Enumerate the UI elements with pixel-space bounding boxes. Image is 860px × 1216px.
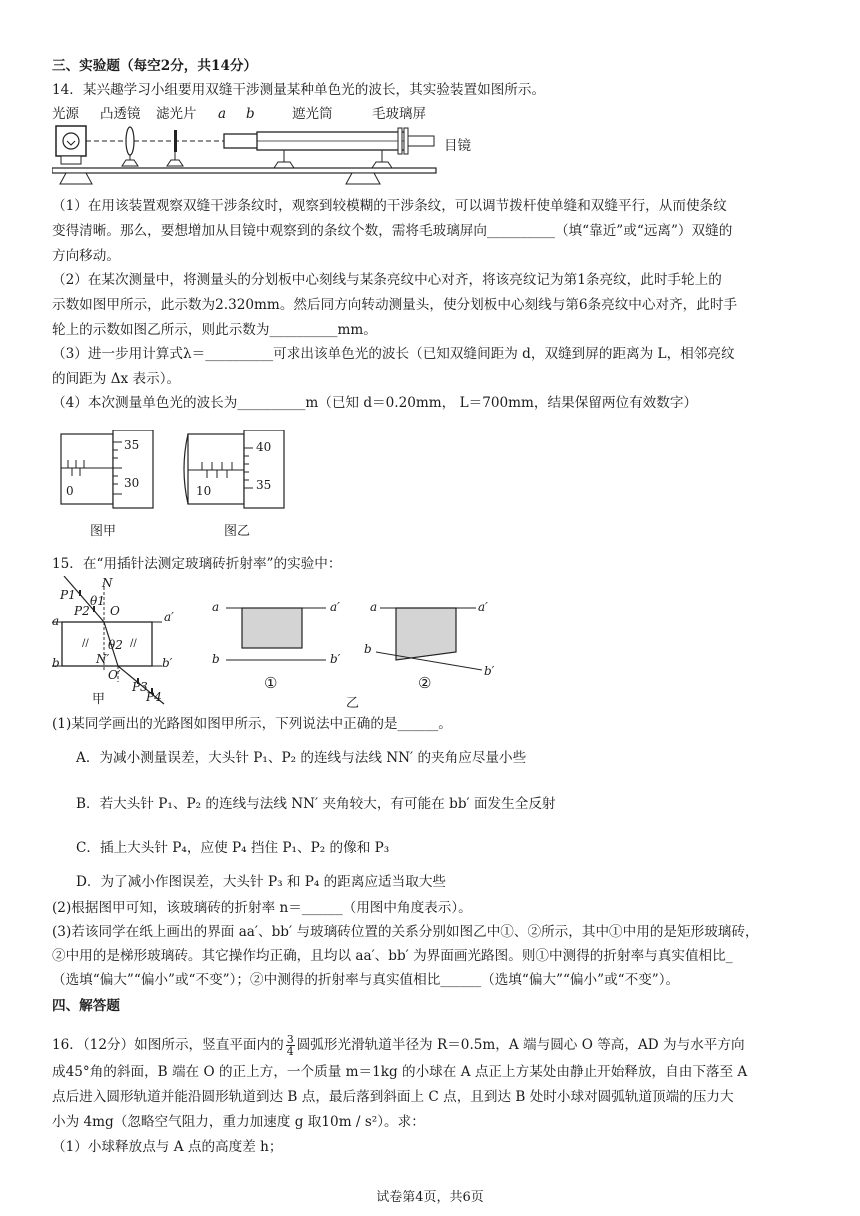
label-a-one: a [212, 600, 220, 614]
q16-line3: 点后进入圆形轨道并能沿圆形轨道到达 B 点，最后落到斜面上 C 点，且到达 B 处时小球对圆弧轨道顶端的压力大 [52, 1089, 734, 1105]
label-theta1: θ1 [90, 594, 105, 608]
label-O-prime: O′ [108, 668, 121, 682]
label-a: a [218, 106, 227, 122]
label-b: b [246, 106, 255, 122]
label-a-prime-one: a′ [330, 600, 340, 614]
q14-part3-line1: （3）进一步用计算式λ＝__________可求出该单色光的波长（已知双缝间距为 d，双缝到屏的距离为 L，相邻亮纹 [52, 346, 735, 362]
label-a-two: a [370, 600, 378, 614]
page-footer: 试卷第4页，共6页 [376, 1190, 484, 1205]
label-P3: P3 [132, 680, 148, 694]
label-O: O [110, 604, 120, 618]
q15-part3-line1: (3)若该同学在纸上画出的界面 aa′、bb′ 与玻璃砖位置的关系分别如图乙中①、②所示，其中①中用的是矩形玻璃砖， [52, 924, 759, 940]
label-a-jia: a [52, 614, 60, 628]
label-b-jia: b [52, 656, 60, 670]
yi-tick-lower: 35 [256, 478, 272, 492]
label-a-prime-jia: a′ [164, 610, 174, 624]
label-a-prime-two: a′ [478, 600, 488, 614]
label-tube: 遮光筒 [292, 106, 333, 122]
label-case-one: ① [264, 674, 278, 692]
q16-fraction [286, 1034, 295, 1057]
yi-main-scale: 10 [196, 484, 212, 498]
q14-part2-line1: （2）在某次测量中，将测量头的分划板中心刻线与某条亮纹中心对齐，将该亮纹记为第1条亮纹，此时手轮上的 [52, 272, 722, 288]
caption-refraction-yi: 乙 [346, 696, 360, 711]
q14-part4-line1: （4）本次测量单色光的波长为__________m（已知 d＝0.20mm， L＝700mm，结果保留两位有效数字） [52, 395, 698, 411]
label-P1: P1 [60, 588, 76, 602]
section-title: 三、实验题（每空2分，共14分） [52, 58, 258, 74]
q15-option-c: C．插上大头针 P₄，应使 P₄ 挡住 P₁、P₂ 的像和 P₃ [76, 840, 390, 856]
caption-yi: 图乙 [224, 524, 251, 539]
q16-line5: （1）小球释放点与 A 点的高度差 h； [52, 1139, 283, 1155]
jia-tick-lower: 30 [124, 476, 140, 490]
label-lens: 凸透镜 [100, 106, 141, 122]
label-screen: 毛玻璃屏 [372, 106, 426, 122]
label-case-two: ② [418, 674, 432, 692]
q15-part3-line3: （选填“偏大”“偏小”或“不变”）；②中测得的折射率与真实值相比______（选填“偏大”“偏小”或“不变”）。 [52, 972, 680, 988]
fraction-numerator: 3 [286, 1033, 294, 1046]
yi-tick-upper: 40 [256, 440, 272, 454]
label-eyepiece: 目镜 [444, 138, 471, 154]
micrometer-figure-jia [60, 430, 160, 540]
label-b-two: b [364, 642, 372, 656]
refraction-figure-yi [206, 596, 506, 716]
micrometer-figure-yi [180, 430, 300, 540]
jia-tick-upper: 35 [124, 438, 140, 452]
fraction-denominator: 4 [286, 1045, 294, 1058]
q15-option-d: D．为了减小作图误差，大头针 P₃ 和 P₄ 的距离应适当取大些 [76, 874, 447, 890]
label-b-one: b [212, 652, 220, 666]
label-light-source: 光源 [52, 106, 79, 122]
q16-line1 [52, 1034, 812, 1057]
q16-line2: 成45°角的斜面，B 端在 O 的正上方，一个质量 m＝1kg 的小球在 A 点正上方某处由静止开始释放，自由下落至 A [52, 1064, 748, 1080]
q14-part3-line2: 的间距为 Δx 表示）。 [52, 371, 181, 387]
q15-part3-line2: ②中用的是梯形玻璃砖。其它操作均正确，且均以 aa′、bb′ 为界面画光路图。则①中测得的折射率与真实值相比_ [52, 948, 733, 964]
label-P2: P2 [74, 604, 90, 618]
refraction-figure-jia [52, 576, 192, 706]
label-N-prime: N′ [96, 652, 110, 666]
q14-part1-line3: 方向移动。 [52, 248, 120, 264]
q14-part1-line1: （1）在用该装置观察双缝干涉条纹时，观察到较模糊的干涉条纹，可以调节拨杆使单缝和双缝平行，从而使条纹 [52, 198, 727, 214]
label-b-prime-jia: b′ [162, 656, 173, 670]
label-b-prime-one: b′ [330, 652, 341, 666]
svg-text://: // [82, 638, 89, 649]
caption-jia: 图甲 [90, 524, 117, 539]
caption-refraction-jia: 甲 [92, 692, 106, 707]
q15-option-a: A．为减小测量误差，大头针 P₁、P₂ 的连线与法线 NN′ 的夹角应尽量小些 [76, 750, 527, 766]
label-theta2: θ2 [108, 638, 123, 652]
q15-part2: (2)根据图甲可知，该玻璃砖的折射率 n＝______（用图中角度表示）。 [52, 900, 472, 916]
q16-line1-start: 16．（12分）如图所示，竖直平面内的 [52, 1037, 284, 1053]
label-P4: P4 [146, 690, 162, 704]
label-filter: 滤光片 [156, 106, 197, 122]
label-b-prime-two: b′ [484, 664, 495, 678]
question-14-stem: 14．某兴趣学习小组要用双缝干涉测量某种单色光的波长，其实验装置如图所示。 [52, 82, 546, 98]
q14-part2-line2: 示数如图甲所示，此示数为2.320mm。然后同方向转动测量头，使分划板中心刻线与第6条亮纹中心对齐，此时手 [52, 297, 738, 313]
q14-part1-line2: 变得清晰。那么，要想增加从目镜中观察到的条纹个数，需将毛玻璃屏向__________（填“靠近”或“远离”）双缝的 [52, 223, 733, 239]
q16-line1-end: 圆弧形光滑轨道半径为 R＝0.5m，A 端与圆心 O 等高，AD 为与水平方向 [296, 1037, 745, 1053]
svg-text://: // [130, 638, 137, 649]
label-N: N [102, 576, 113, 590]
question-15-stem: 15．在“用插针法测定玻璃砖折射率”的实验中： [52, 556, 342, 572]
q14-part2-line3: 轮上的示数如图乙所示，则此示数为__________mm。 [52, 322, 377, 338]
section-4-title: 四、解答题 [52, 998, 120, 1014]
q15-option-b: B．若大头针 P₁、P₂ 的连线与法线 NN′ 夹角较大，有可能在 bb′ 面发生全反射 [76, 796, 556, 812]
jia-main-scale: 0 [66, 484, 74, 498]
apparatus-figure [52, 100, 492, 192]
q15-part1: (1)某同学画出的光路图如图甲所示，下列说法中正确的是______。 [52, 716, 452, 732]
q16-line4: 小为 4mg（忽略空气阻力，重力加速度 g 取10m / s²）。求： [52, 1114, 425, 1130]
